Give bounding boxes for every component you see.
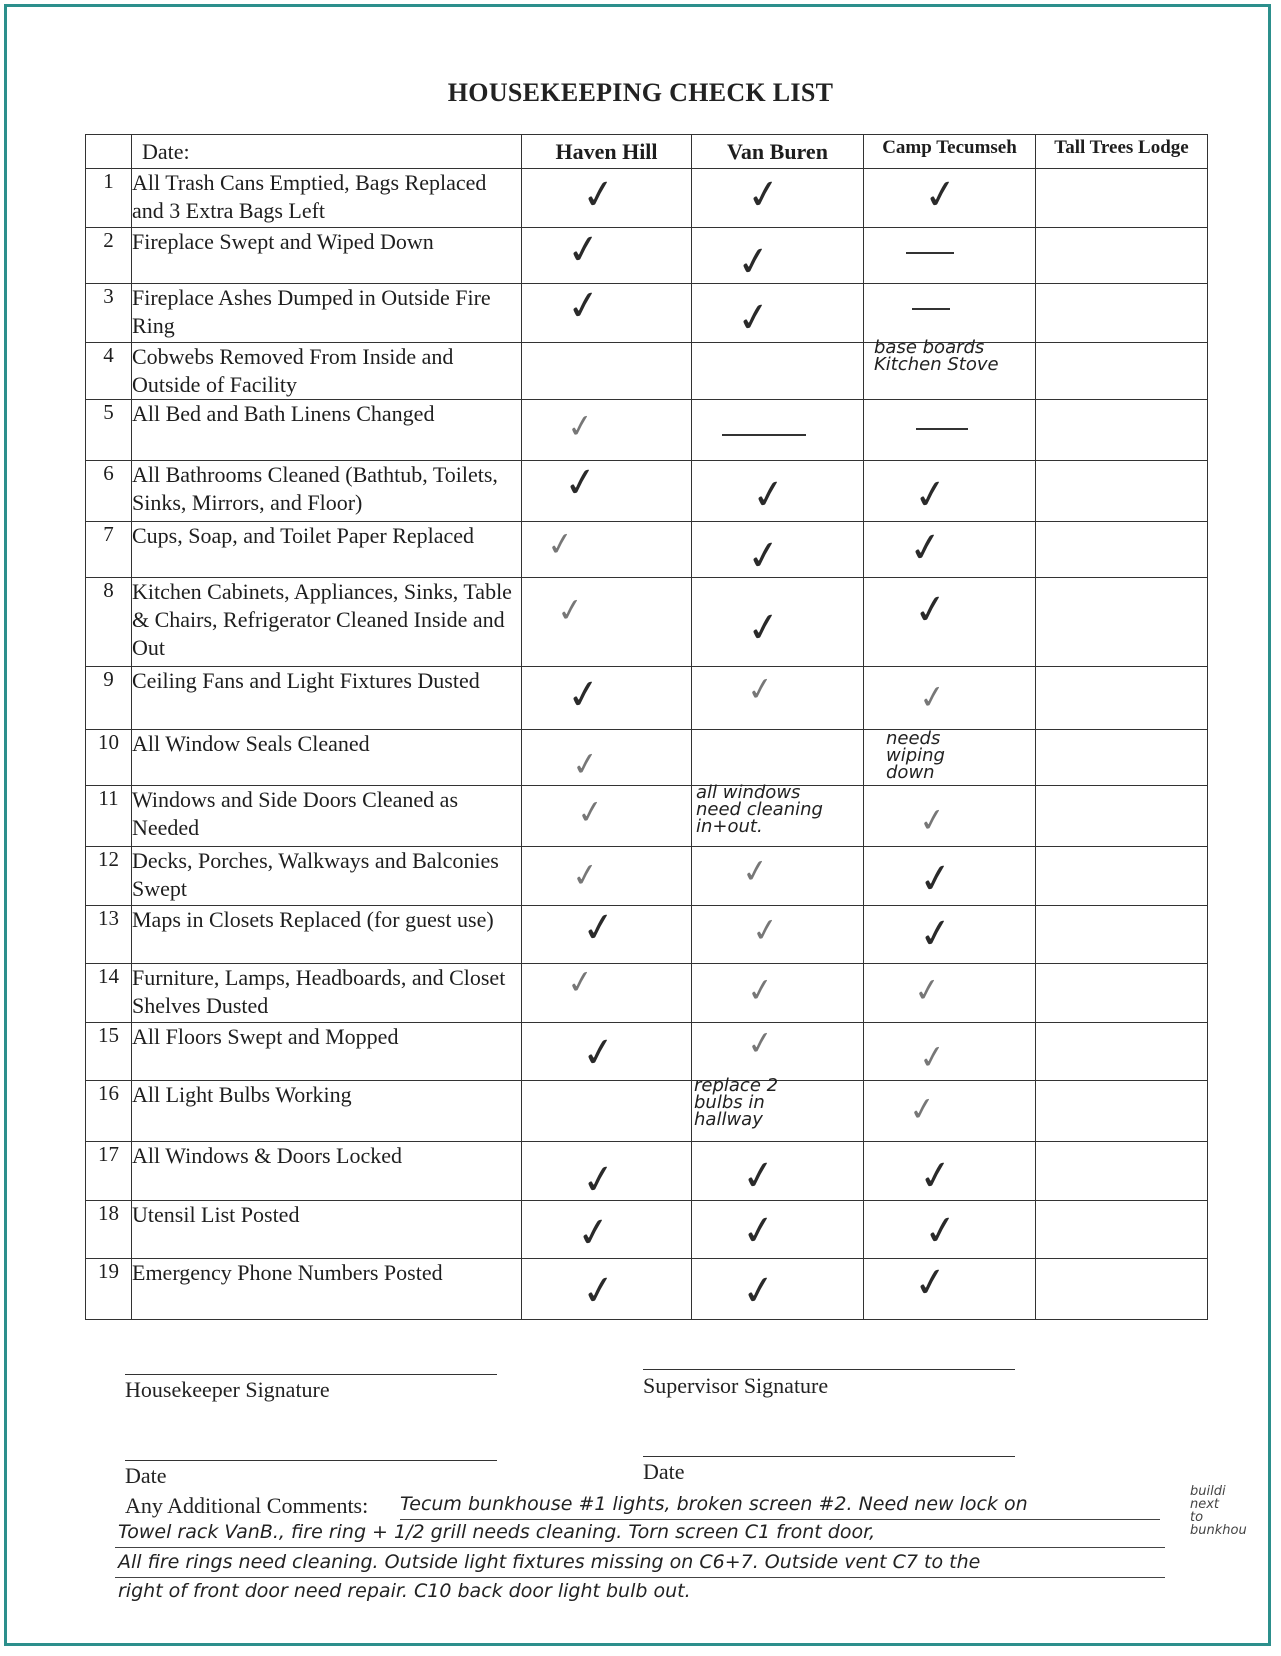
cell-tall-trees-lodge — [1036, 521, 1208, 578]
cell-camp-tecumseh — [864, 284, 1036, 343]
date-line-right — [643, 1456, 1015, 1457]
cell-tall-trees-lodge — [1036, 1081, 1208, 1142]
cell-tall-trees-lodge — [1036, 169, 1208, 228]
cell-van-buren — [692, 578, 864, 667]
task-label: Ceiling Fans and Light Fixtures Dusted — [132, 667, 522, 730]
checkmark-icon: ✓ — [743, 169, 784, 221]
checkmark-icon: ✓ — [743, 530, 784, 581]
row-number: 8 — [86, 578, 132, 667]
cell-van-buren — [692, 1200, 864, 1259]
row-number: 18 — [86, 1200, 132, 1259]
col-van-buren: Van Buren — [692, 135, 864, 169]
comment-underline-3 — [115, 1577, 1165, 1578]
checkmark-icon: ✓ — [744, 668, 777, 710]
row-number: 7 — [86, 521, 132, 578]
cell-haven-hill — [522, 400, 692, 461]
row-number: 5 — [86, 400, 132, 461]
checkmark-icon: ✓ — [905, 522, 946, 573]
cell-van-buren — [692, 1142, 864, 1201]
checklist-row — [86, 400, 1208, 461]
task-label: All Light Bulbs Working — [132, 1081, 522, 1142]
checkmark-icon: ✓ — [578, 902, 619, 953]
dash-mark — [906, 252, 954, 254]
checkmark-icon: ✓ — [578, 169, 619, 221]
cell-camp-tecumseh — [864, 1081, 1036, 1142]
dash-mark — [912, 308, 950, 310]
checkmark-icon: ✓ — [578, 1154, 619, 1206]
checkmark-icon: ✓ — [544, 522, 577, 565]
cell-tall-trees-lodge — [1036, 227, 1208, 284]
comment-line-4: right of front door need repair. C10 back door light bulb out. — [118, 1580, 691, 1602]
checkmark-icon: ✓ — [574, 791, 607, 834]
checkmark-icon: ✓ — [744, 969, 777, 1011]
dash-mark — [916, 428, 968, 430]
cell-camp-tecumseh — [864, 521, 1036, 578]
col-haven-hill: Haven Hill — [522, 135, 692, 169]
checkmark-icon: ✓ — [578, 1027, 619, 1078]
row-number: 9 — [86, 667, 132, 730]
cell-tall-trees-lodge — [1036, 284, 1208, 343]
task-label: Emergency Phone Numbers Posted — [132, 1259, 522, 1320]
cell-van-buren — [692, 342, 864, 400]
cell-haven-hill — [522, 902, 692, 964]
checklist-row — [86, 1259, 1208, 1320]
checklist-row — [86, 1081, 1208, 1142]
checklist-row — [86, 461, 1208, 522]
cell-van-buren — [692, 284, 864, 343]
cell-haven-hill — [522, 961, 692, 1023]
checkmark-icon: ✓ — [911, 969, 944, 1011]
task-label: All Trash Cans Emptied, Bags Replaced and 3 Extra Bags Left — [132, 169, 522, 228]
cell-haven-hill — [522, 1200, 692, 1259]
checkmark-icon: ✓ — [563, 670, 604, 721]
task-label: Fireplace Swept and Wiped Down — [132, 227, 522, 284]
cell-van-buren — [692, 400, 864, 461]
checklist-row — [86, 905, 1208, 964]
comment-line-3: All fire rings need cleaning. Outside light fixtures missing on C6+7. Outside vent C7 to the — [118, 1551, 981, 1573]
row-number: 10 — [86, 729, 132, 786]
checkmark-icon: ✓ — [578, 1266, 619, 1317]
col-camp-tecumseh: Camp Tecumseh — [864, 135, 1036, 169]
cell-camp-tecumseh — [864, 729, 1036, 786]
cell-camp-tecumseh — [864, 1022, 1036, 1081]
checklist-table — [85, 134, 1208, 1320]
checkmark-icon: ✓ — [563, 281, 604, 332]
row-number: 6 — [86, 461, 132, 522]
checkmark-icon: ✓ — [916, 799, 949, 842]
cell-tall-trees-lodge — [1036, 1259, 1208, 1320]
task-label: All Bed and Bath Linens Changed — [132, 400, 522, 461]
cell-tall-trees-lodge — [1036, 1022, 1208, 1081]
checkmark-icon: ✓ — [920, 1205, 961, 1256]
cell-camp-tecumseh — [864, 1200, 1036, 1259]
cell-tall-trees-lodge — [1036, 846, 1208, 905]
task-label: Cups, Soap, and Toilet Paper Replaced — [132, 521, 522, 578]
comment-line-1: Tecum bunkhouse #1 lights, broken screen #2. Need new lock on — [400, 1493, 1028, 1515]
checkmark-icon: ✓ — [563, 224, 604, 275]
cell-camp-tecumseh — [864, 400, 1036, 461]
checkmark-icon: ✓ — [916, 676, 949, 718]
row-number: 3 — [86, 284, 132, 343]
checkmark-icon: ✓ — [569, 743, 602, 785]
cell-tall-trees-lodge — [1036, 905, 1208, 964]
cell-camp-tecumseh — [864, 336, 1036, 400]
cell-tall-trees-lodge — [1036, 667, 1208, 730]
cell-van-buren — [692, 964, 864, 1023]
comments-label: Any Additional Comments: — [125, 1493, 369, 1518]
cell-tall-trees-lodge — [1036, 578, 1208, 667]
task-label: Furniture, Lamps, Headboards, and Closet Shelves Dusted — [132, 964, 522, 1023]
cell-camp-tecumseh — [864, 786, 1036, 847]
checkmark-icon: ✓ — [920, 169, 961, 221]
row-number: 12 — [86, 846, 132, 905]
cell-haven-hill — [522, 1081, 692, 1142]
checkmark-icon: ✓ — [915, 908, 956, 959]
row-number: 13 — [86, 905, 132, 964]
checklist-row — [86, 846, 1208, 905]
checklist-row — [86, 227, 1208, 284]
checkmark-icon: ✓ — [915, 1150, 956, 1202]
cell-tall-trees-lodge — [1036, 1200, 1208, 1259]
checkmark-icon: ✓ — [738, 1205, 779, 1256]
row-number: 4 — [86, 342, 132, 400]
cell-tall-trees-lodge — [1036, 729, 1208, 786]
handwritten-note: all windows need cleaning in+out. — [696, 782, 823, 838]
cell-camp-tecumseh — [864, 964, 1036, 1023]
date-label-right: Date — [643, 1459, 685, 1484]
task-label: Utensil List Posted — [132, 1200, 522, 1259]
cell-tall-trees-lodge — [1036, 964, 1208, 1023]
checklist-row — [86, 964, 1208, 1023]
page-title: HOUSEKEEPING CHECK LIST — [447, 78, 834, 107]
cell-haven-hill — [522, 1142, 692, 1206]
cell-camp-tecumseh — [864, 578, 1036, 667]
task-label: Decks, Porches, Walkways and Balconies Swept — [132, 846, 522, 905]
checkmark-icon: ✓ — [733, 293, 774, 344]
row-number: 15 — [86, 1022, 132, 1081]
checklist-row — [86, 284, 1208, 343]
checklist-row — [86, 521, 1208, 578]
row-number: 16 — [86, 1081, 132, 1142]
checkmark-icon: ✓ — [739, 850, 772, 892]
cell-van-buren — [692, 905, 864, 964]
task-label: Cobwebs Removed From Inside and Outside of Facility — [132, 342, 522, 400]
cell-tall-trees-lodge — [1036, 342, 1208, 400]
cell-haven-hill — [522, 729, 692, 786]
checkmark-icon: ✓ — [910, 585, 951, 636]
cell-haven-hill — [522, 1022, 692, 1081]
row-number: 17 — [86, 1142, 132, 1201]
checkmark-icon: ✓ — [910, 469, 951, 521]
cell-haven-hill — [522, 457, 692, 522]
checkmark-icon: ✓ — [744, 1022, 777, 1064]
cell-van-buren — [692, 667, 864, 730]
header-row — [86, 135, 1208, 169]
cell-van-buren — [692, 729, 864, 786]
task-label: All Window Seals Cleaned — [132, 729, 522, 786]
row-number: 14 — [86, 964, 132, 1023]
comment-underline-1 — [400, 1519, 1160, 1520]
task-label: Fireplace Ashes Dumped in Outside Fire Ring — [132, 284, 522, 343]
cell-camp-tecumseh — [864, 169, 1036, 228]
checkmark-icon: ✓ — [738, 1266, 779, 1317]
housekeeper-signature-line — [125, 1374, 497, 1375]
checkmark-icon: ✓ — [560, 457, 601, 509]
cell-van-buren — [692, 461, 864, 522]
checklist-row — [86, 1022, 1208, 1081]
checkmark-icon: ✓ — [564, 961, 597, 1003]
handwritten-note: replace 2 bulbs in hallway — [694, 1075, 779, 1131]
comment-underline-2 — [115, 1547, 1165, 1548]
cell-van-buren — [692, 169, 864, 228]
cell-tall-trees-lodge — [1036, 786, 1208, 847]
checklist-row — [86, 578, 1208, 667]
cell-camp-tecumseh — [864, 461, 1036, 522]
supervisor-signature-line — [643, 1369, 1015, 1370]
cell-haven-hill — [522, 521, 692, 578]
checklist-row — [86, 1200, 1208, 1259]
cell-van-buren — [692, 846, 864, 905]
row-number: 1 — [86, 169, 132, 228]
checkmark-icon: ✓ — [915, 853, 956, 905]
cell-haven-hill — [522, 1259, 692, 1320]
checkmark-icon: ✓ — [743, 603, 784, 654]
cell-van-buren — [692, 521, 864, 581]
date-label-left: Date — [125, 1463, 167, 1488]
comment-line-2: Towel rack VanB., fire ring + 1/2 grill needs cleaning. Torn screen C1 front door, — [118, 1521, 876, 1543]
cell-camp-tecumseh — [864, 1259, 1036, 1320]
cell-tall-trees-lodge — [1036, 461, 1208, 522]
cell-van-buren — [692, 782, 864, 847]
num-header — [86, 135, 132, 169]
task-label: Windows and Side Doors Cleaned as Needed — [132, 786, 522, 847]
cell-haven-hill — [522, 342, 692, 400]
checkmark-icon: ✓ — [916, 1036, 949, 1078]
checklist-row — [86, 667, 1208, 730]
cell-van-buren — [692, 227, 864, 287]
task-label: Maps in Closets Replaced (for guest use) — [132, 905, 522, 964]
checkmark-icon: ✓ — [749, 908, 782, 951]
cell-haven-hill — [522, 846, 692, 905]
cell-haven-hill — [522, 224, 692, 284]
date-line-left — [125, 1460, 497, 1461]
cell-van-buren — [692, 1259, 864, 1320]
checkmark-icon: ✓ — [573, 1207, 614, 1258]
comment-margin-note: buildi next to bunkhou — [1190, 1484, 1247, 1538]
task-label: All Bathrooms Cleaned (Bathtub, Toilets, Sinks, Mirrors, and Floor) — [132, 461, 522, 522]
cell-camp-tecumseh — [864, 1142, 1036, 1201]
checklist-row — [86, 342, 1208, 400]
checklist-row — [86, 729, 1208, 786]
handwritten-note: base boards Kitchen Stove — [874, 336, 999, 375]
cell-haven-hill — [522, 578, 692, 667]
housekeeper-signature-label: Housekeeper Signature — [125, 1377, 330, 1402]
row-number: 11 — [86, 786, 132, 847]
cell-van-buren — [692, 1075, 864, 1142]
dash-mark — [722, 434, 806, 436]
checkmark-icon: ✓ — [906, 1088, 939, 1131]
task-label: Kitchen Cabinets, Appliances, Sinks, Table & Chairs, Refrigerator Cleaned Inside and Out — [132, 578, 522, 667]
checkmark-icon: ✓ — [733, 236, 774, 287]
checklist-row — [86, 786, 1208, 847]
row-number: 19 — [86, 1259, 132, 1320]
checkmark-icon: ✓ — [738, 1150, 779, 1202]
checklist-row — [86, 1142, 1208, 1201]
checkmark-icon: ✓ — [564, 405, 597, 448]
cell-haven-hill — [522, 281, 692, 343]
date-header: Date: — [132, 135, 522, 169]
cell-tall-trees-lodge — [1036, 400, 1208, 461]
checkmark-icon: ✓ — [554, 589, 587, 631]
cell-haven-hill — [522, 786, 692, 847]
cell-camp-tecumseh — [864, 846, 1036, 905]
task-label: All Windows & Doors Locked — [132, 1142, 522, 1201]
handwritten-note: needs wiping down — [886, 727, 945, 783]
cell-camp-tecumseh — [864, 667, 1036, 730]
cell-camp-tecumseh — [864, 905, 1036, 964]
cell-van-buren — [692, 1022, 864, 1081]
supervisor-signature-label: Supervisor Signature — [643, 1373, 829, 1398]
checkmark-icon: ✓ — [748, 469, 789, 521]
checklist-row — [86, 169, 1208, 228]
col-tall-trees-lodge: Tall Trees Lodge — [1036, 135, 1208, 169]
cell-haven-hill — [522, 667, 692, 730]
cell-camp-tecumseh — [864, 227, 1036, 284]
checkmark-icon: ✓ — [569, 854, 602, 896]
row-number: 2 — [86, 227, 132, 284]
checkmark-icon: ✓ — [910, 1258, 951, 1309]
cell-haven-hill — [522, 169, 692, 228]
task-label: All Floors Swept and Mopped — [132, 1022, 522, 1081]
cell-tall-trees-lodge — [1036, 1142, 1208, 1201]
